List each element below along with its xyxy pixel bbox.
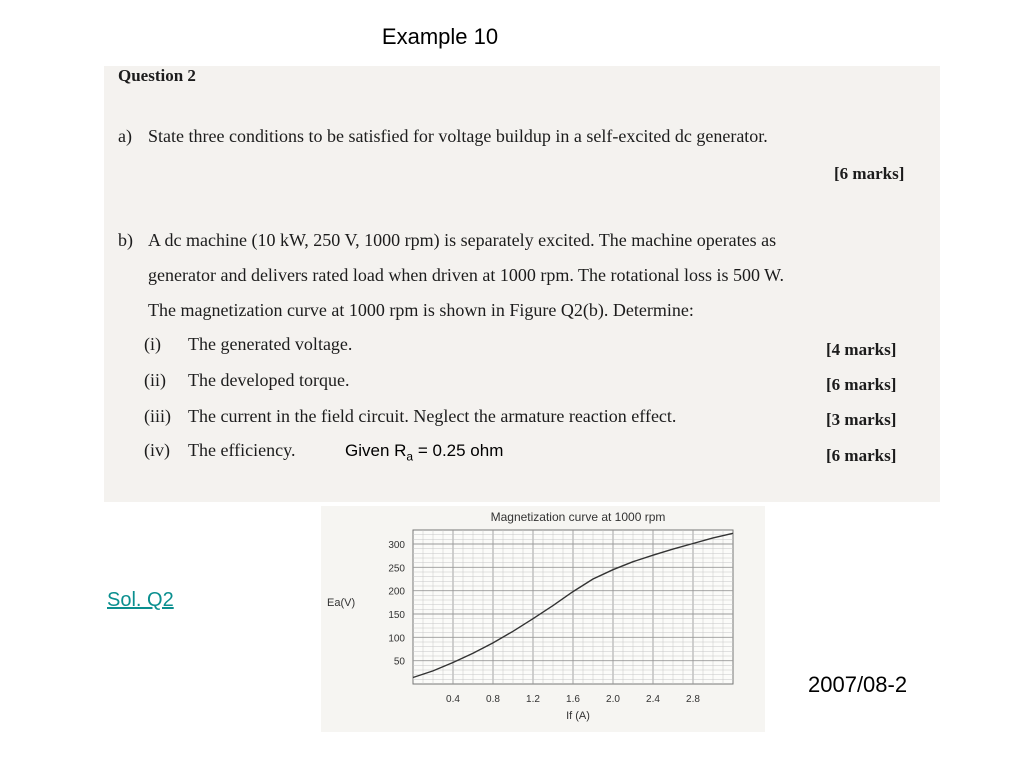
subpart-ii-text: The developed torque. [188,370,350,390]
magnetization-figure [321,506,765,732]
part-b-line-1: A dc machine (10 kW, 250 V, 1000 rpm) is separately excited. The machine operates as [148,230,777,250]
subpart-iii-text: The current in the field circuit. Neglect the armature reaction effect. [188,406,677,426]
y-axis-label: Ea(V) [327,597,356,609]
question-scan [104,66,940,502]
x-tick-label: 2.0 [606,694,620,705]
chart-title: Magnetization curve at 1000 rpm [490,510,666,524]
given-resistance [345,441,503,463]
part-a-label: a) [118,126,132,146]
x-tick-label: 2.4 [646,694,660,705]
subpart-i-text: The generated voltage. [188,334,353,354]
part-b-label: b) [118,230,133,250]
subpart-iv-text: The efficiency. [188,440,296,460]
x-tick-label: 0.8 [486,694,500,705]
y-tick-label: 250 [388,563,405,575]
subpart-iv-marks: [6 marks] [826,446,897,465]
subpart-iv-label: (iv) [144,440,170,460]
part-b-line-3: The magnetization curve at 1000 rpm is shown in Figure Q2(b). Determine: [148,300,694,320]
question-heading: Question 2 [118,66,196,85]
x-tick-label: 2.8 [686,694,700,705]
part-b-line-2: generator and delivers rated load when driven at 1000 rpm. The rotational loss is 500 W. [148,265,785,285]
x-tick-label: 1.2 [526,694,540,705]
subpart-iii-marks: [3 marks] [826,410,897,429]
magnetization-chart [321,506,765,732]
slide-title: Example 10 [381,24,499,49]
x-tick-label: 1.6 [566,694,580,705]
subpart-i-marks: [4 marks] [826,340,897,359]
y-tick-label: 50 [393,656,405,668]
given-prefix: Given R [345,441,407,460]
x-tick-label: 0.4 [446,694,460,705]
given-suffix: = 0.25 ohm [413,441,504,460]
y-tick-label: 300 [388,540,405,551]
subpart-iii-label: (iii) [144,406,171,426]
x-axis-label: If (A) [566,710,590,722]
given-subscript: a [406,449,414,464]
solution-link[interactable]: Sol. Q2 [107,589,174,611]
part-a-marks: [6 marks] [834,164,905,183]
y-tick-label: 150 [388,610,405,621]
subpart-ii-label: (ii) [144,370,166,390]
chart-grid [413,530,733,684]
date-label: 2007/08-2 [808,672,908,697]
part-a-text: State three conditions to be satisfied for voltage buildup in a self-excited dc generator. [148,126,768,146]
y-tick-label: 200 [388,586,405,598]
subpart-ii-marks: [6 marks] [826,375,897,394]
y-tick-label: 100 [388,633,405,645]
subpart-i-label: (i) [144,334,161,354]
